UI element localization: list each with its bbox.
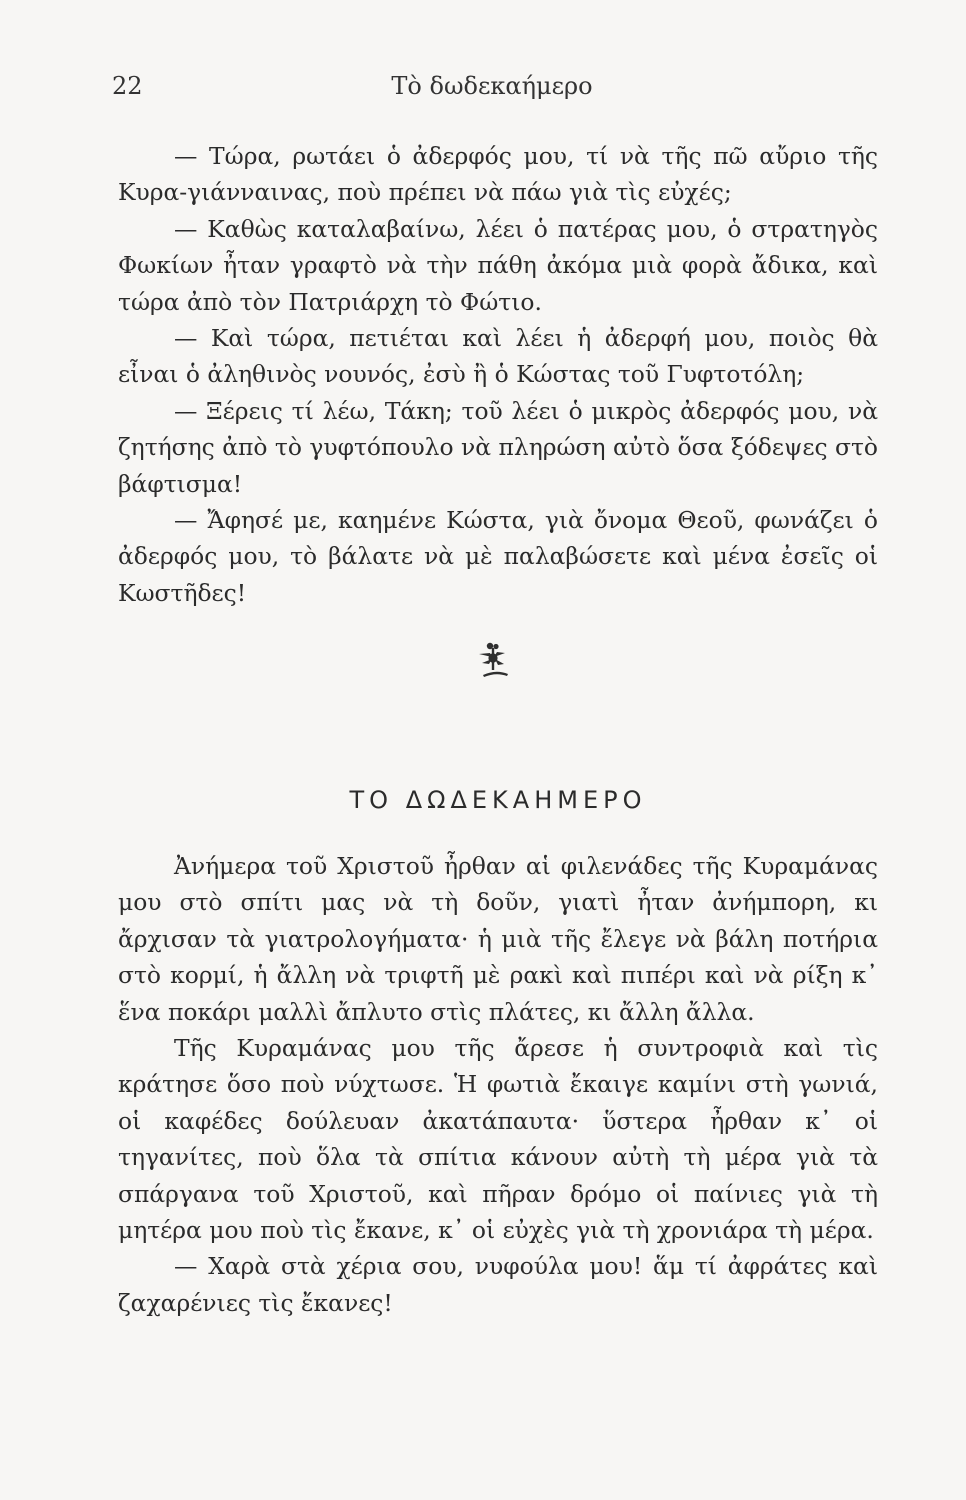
dialogue-paragraph-2: — Καθὼς καταλαβαίνω, λέει ὁ πατέρας μου, ὁ στρατηγὸς Φωκίων ἦταν γραφτὸ νὰ τὴν πάθη ἀκόμα μιὰ φορὰ ἄδικα, καὶ τώρα ἀπὸ τὸν Πατριάρχη τὸ Φώτιο. (118, 214, 878, 316)
section-2-text (118, 848, 878, 1321)
narrative-paragraph-1: Ἀνήμερα τοῦ Χριστοῦ ἦρθαν αἱ φιλενάδες τῆς Κυραμάνας μου στὸ σπίτι μας νὰ τὴ δοῦν, γιατὶ ἦταν ἀνήμπορη, κι ἄρχισαν τὰ γιατρολογήματα· ἡ μιὰ τῆς ἔλεγε νὰ βάλη ποτήρια στὸ κορμί, ἡ ἄλλη νὰ τριφτῆ μὲ ρακὶ καὶ πιπέρι καὶ νὰ ρίξη κ᾽ ἕνα ποκάρι μαλλὶ ἄπλυτο στὶς πλάτες, κι ἄλλη ἄλλα. (118, 852, 878, 1026)
running-title: Τὸ δωδεκαήμερο (391, 72, 593, 100)
running-head (112, 72, 872, 112)
dialogue-paragraph-4: — Ξέρεις τί λέω, Τάκη; τοῦ λέει ὁ μικρὸς ἀδερφός μου, νὰ ζητήσης ἀπὸ τὸ γυφτόπουλο νὰ πληρώση αὐτὸ ὅσα ξόδεψες στὸ βάφτισμα! (118, 396, 878, 498)
dialogue-paragraph-1: — Τώρα, ρωτάει ὁ ἀδερφός μου, τί νὰ τῆς πῶ αὔριο τῆς Κυρα-γιάνναινας, ποὺ πρέπει νὰ πάω γιὰ τὶς εὐχές; (118, 142, 878, 207)
narrative-paragraph-2: Τῆς Κυραμάνας μου τῆς ἄρεσε ἡ συντροφιὰ καὶ τὶς κράτησε ὅσο ποὺ νύχτωσε. Ἡ φωτιὰ ἔκαιγε καμίνι στὴ γωνιά, οἱ καφέδες δούλευαν ἀκατάπαυτα· ὕστερα ἦρθαν κ᾽ οἱ τηγανίτες, ποὺ ὅλα τὰ σπίτια κάνουν αὐτὴ τὴ μέρα γιὰ τὰ σπάργανα τοῦ Χριστοῦ, καὶ πῆραν δρόμο οἱ παίνιες γιὰ τὴ μητέρα μου ποὺ τὶς ἔκανε, κ᾽ οἱ εὐχὲς γιὰ τὴ χρονιάρα τὴ μέρα. (118, 1034, 878, 1245)
dialogue-paragraph-3: — Καὶ τώρα, πετιέται καὶ λέει ἡ ἀδερφή μου, ποιὸς θὰ εἶναι ὁ ἀληθινὸς νουνός, ἐσὺ ἢ ὁ Κώστας τοῦ Γυφτοτόλη; (118, 324, 878, 389)
dialogue-paragraph-5: — Ἄφησέ με, καημένε Κώστα, γιὰ ὄνομα Θεοῦ, φωνάζει ὁ ἀδερφός μου, τὸ βάλατε νὰ μὲ παλαβώσετε καὶ μένα ἐσεῖς οἱ Κωστῆδες! (118, 506, 878, 607)
page-number: 22 (112, 72, 143, 100)
dialogue-paragraph-6: — Χαρὰ στὰ χέρια σου, νυφούλα μου! ἅμ τί ἀφράτες καὶ ζαχαρένιες τὶς ἔκανες! (118, 1252, 878, 1317)
chapter-heading: ΤΟ ΔΩΔΕΚΑΗΜΕΡΟ (349, 786, 647, 814)
section-1-text (118, 138, 878, 611)
flower-ornament-icon (470, 638, 518, 686)
